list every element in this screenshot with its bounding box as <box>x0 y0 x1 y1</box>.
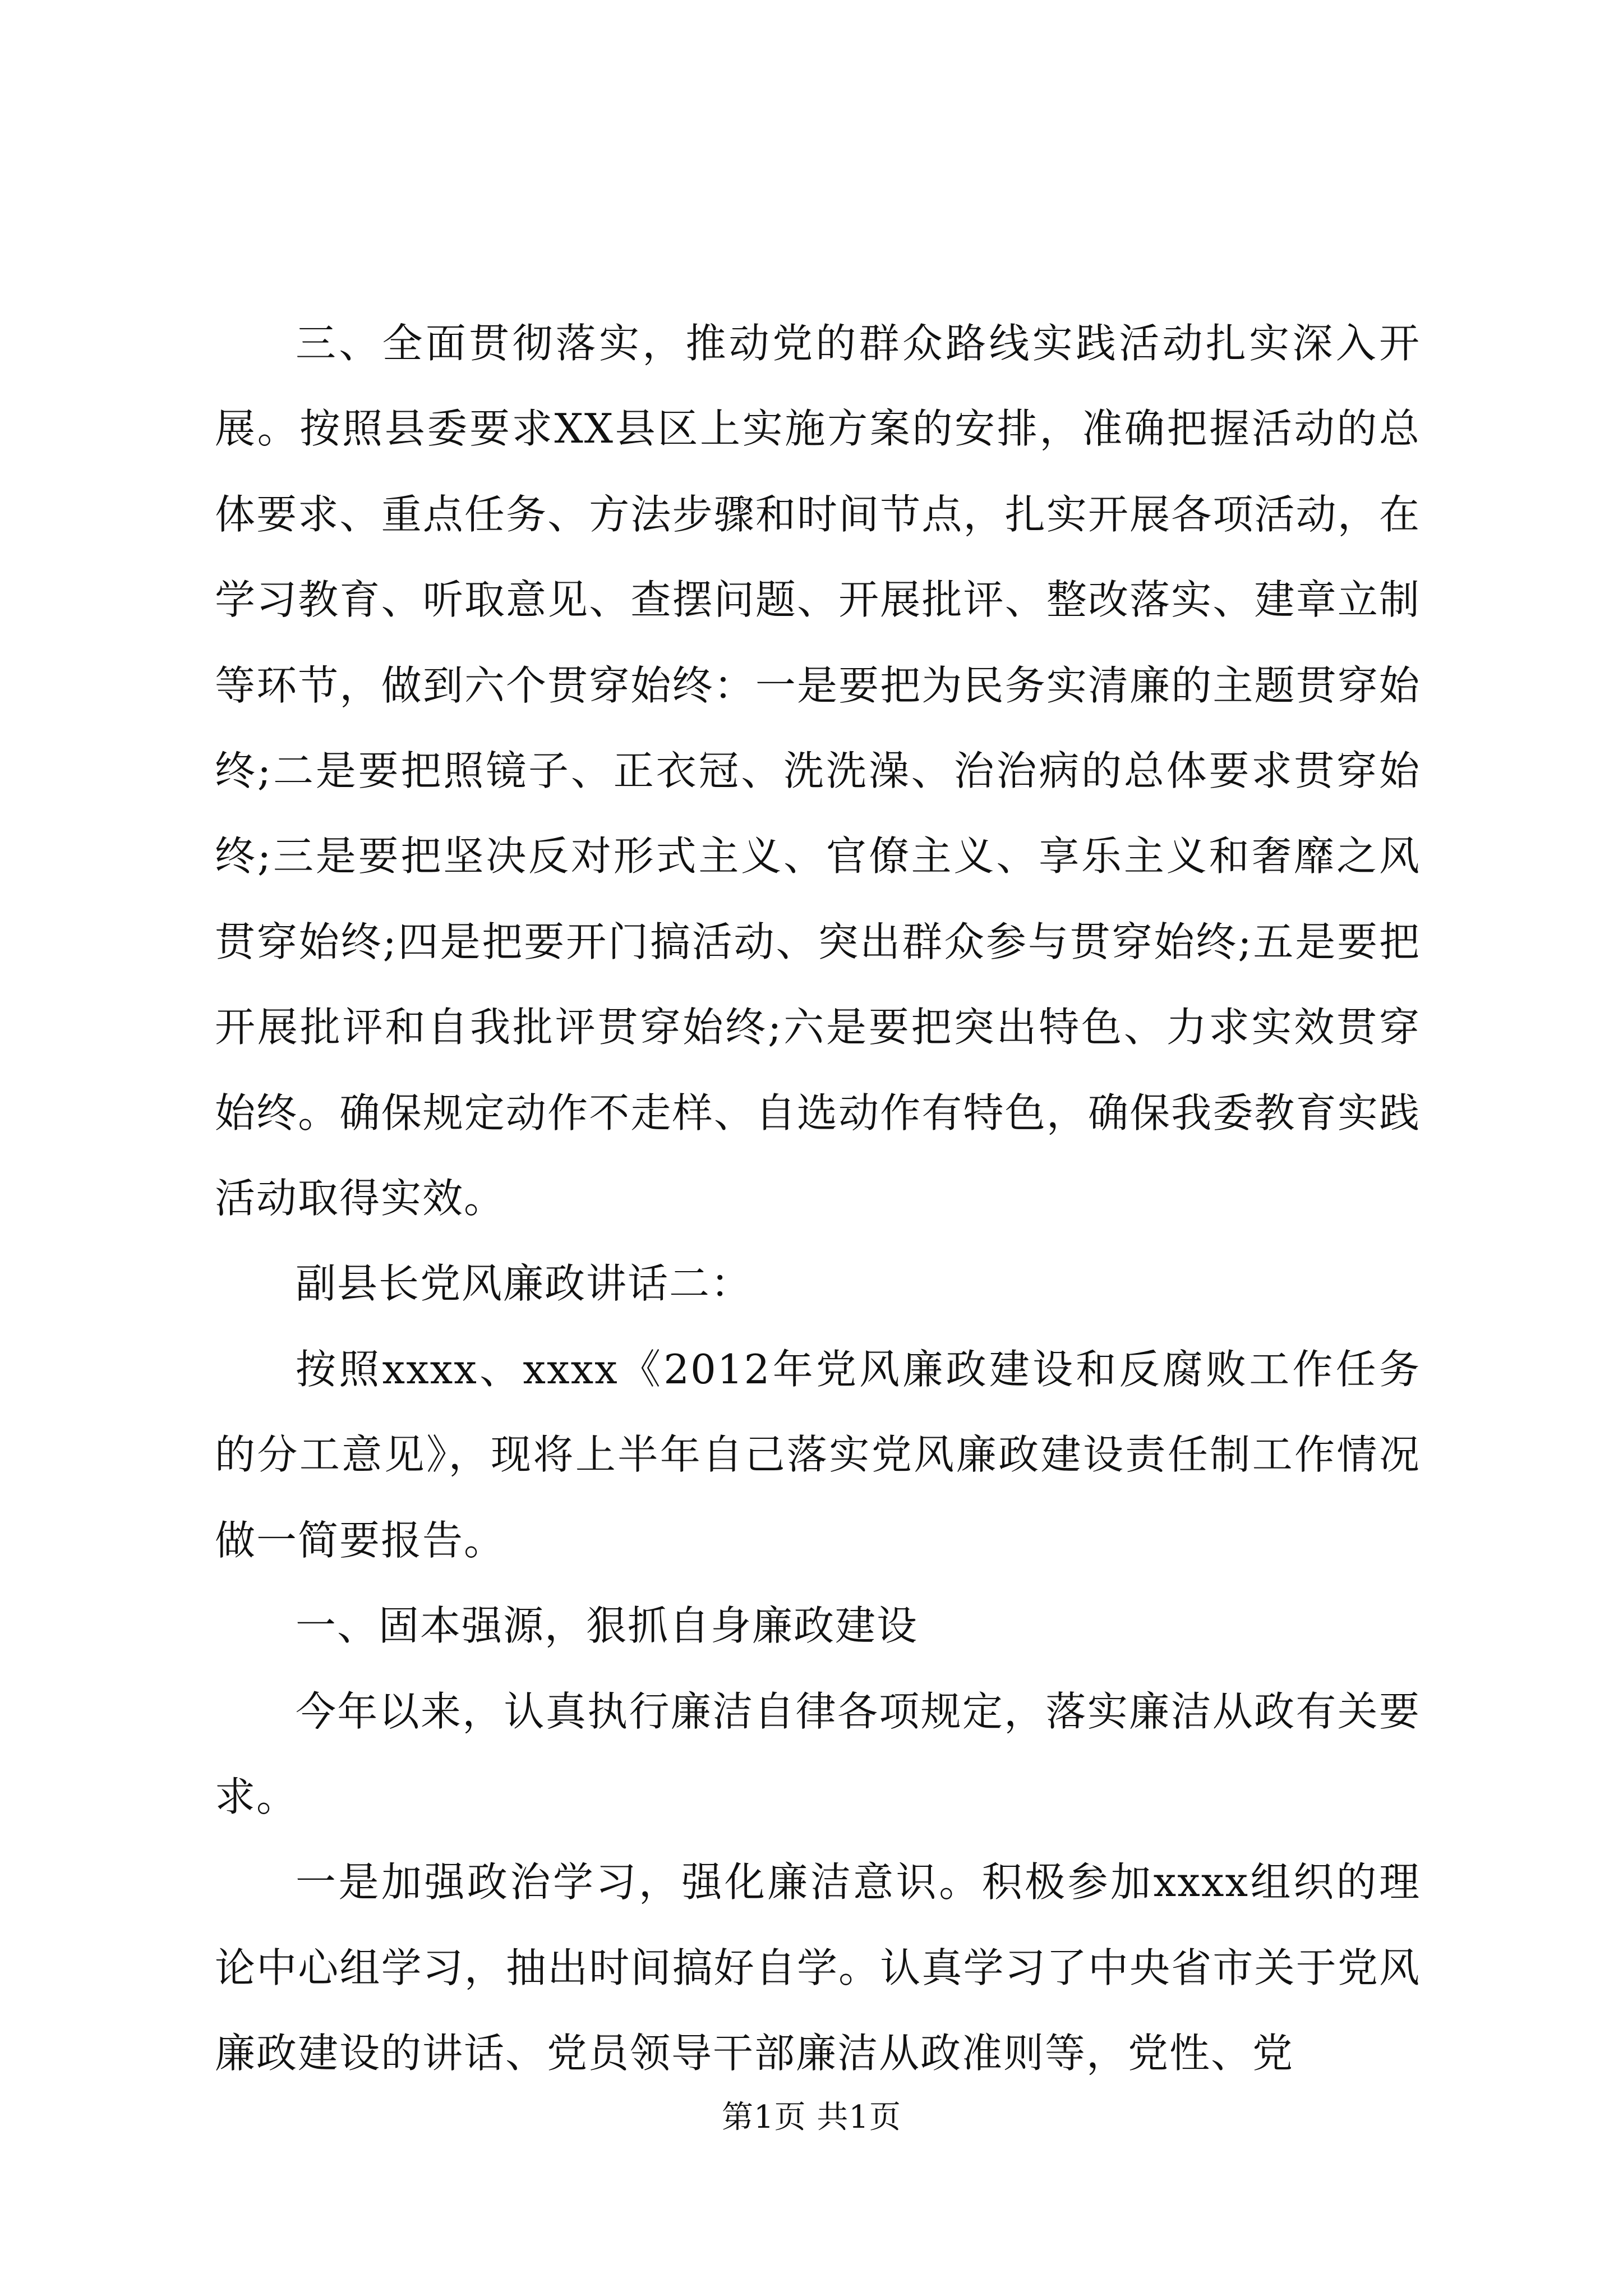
paragraph-section-one-heading: 一、固本强源，狠抓自身廉政建设 <box>296 1602 919 1650</box>
paragraph-self-discipline: 今年以来，认真执行廉洁自律各项规定，落实廉洁从政有关要求。 <box>215 1687 1421 1820</box>
paragraph-political-study: 一是加强政治学习，强化廉洁意识。积极参加xxxx组织的理论中心组学习，抽出时间搞好自学。认真学习了中央省市关于党风廉政建设的讲话、党员领导干部廉洁从政准则等，党性、党 <box>215 1858 1421 2077</box>
page-footer: 第1页 共1页 <box>721 2099 902 2136</box>
paragraph-speech-two-heading: 副县长党风廉政讲话二： <box>296 1260 753 1308</box>
paragraph-report-intro: 按照xxxx、xxxx《2012年党风廉政建设和反腐败工作任务的分工意见》，现将上半年自己落实党风廉政建设责任制工作情况做一简要报告。 <box>215 1345 1421 1564</box>
paragraph-section-three: 三、全面贯彻落实，推动党的群众路线实践活动扎实深入开展。按照县委要求XX县区上实施方案的安排，准确把握活动的总体要求、重点任务、方法步骤和时间节点，扎实开展各项活动，在学习教育、听取意见、查摆问题、开展批评、整改落实、建章立制等环节，做到六个贯穿始终：一是要把为民务实清廉的主题贯穿始终;二是要把照镜子、正衣冠、洗洗澡、治治病的总体要求贯穿始终;三是要把坚决反对形式主义、官僚主义、享乐主义和奢靡之风贯穿始终;四是把要开门搞活动、突出群众参与贯穿始终;五是要把开展批评和自我批评贯穿始终;六是要把突出特色、力求实效贯穿始终。确保规定动作不走样、自选动作有特色，确保我委教育实践活动取得实效。 <box>215 320 1421 1222</box>
document-body <box>215 301 1421 2096</box>
